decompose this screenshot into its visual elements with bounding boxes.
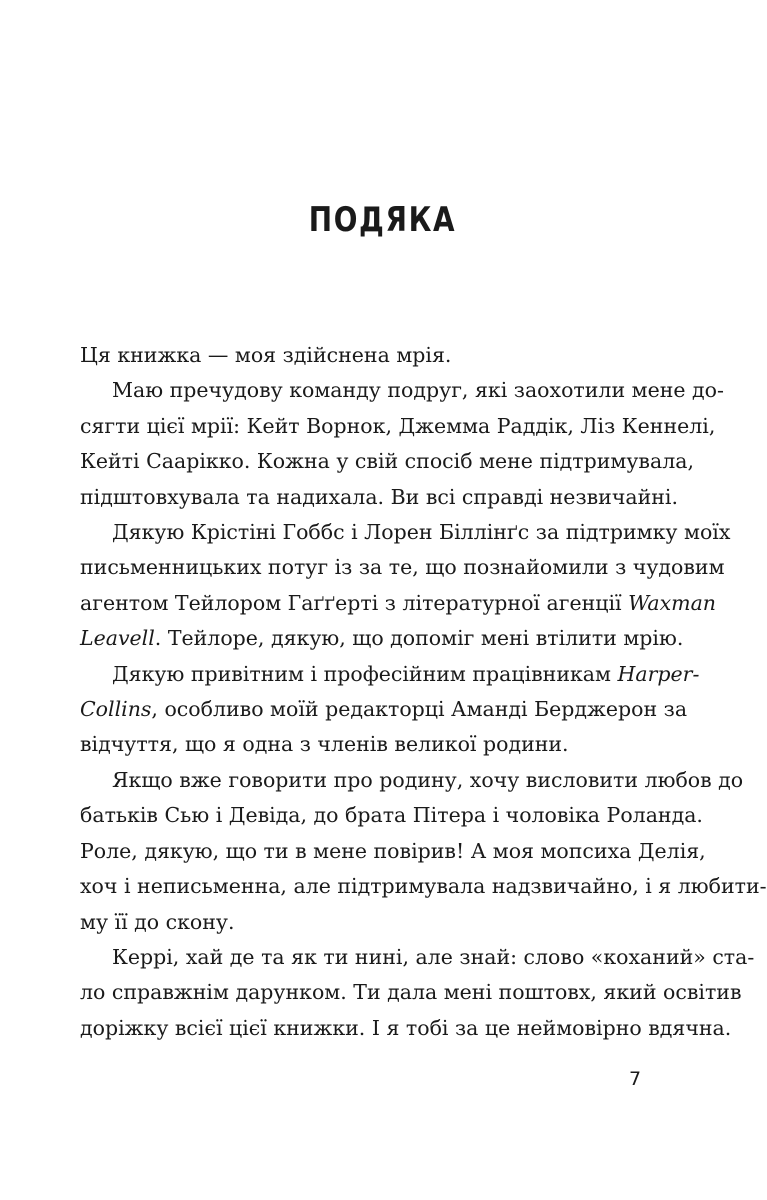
text-line-part: агентом Тейлором Гаґґерті з літературної агенції <box>80 590 629 615</box>
text-line-part: . Тейлоре, дякую, що допоміг мені втілити мрію. <box>154 626 684 651</box>
text-line <box>80 621 684 656</box>
text-line: Ця книжка — моя здійснена мрія. <box>80 343 452 367</box>
text-line: Дякую Крістіні Гоббс і Лорен Біллінґс за підтримку моїх <box>112 520 731 545</box>
text-line: хоч і неписьменна, але підтримувала надзвичайно, і я любити- <box>80 874 767 899</box>
text-line: Маю пречудову команду подруг, які заохотили мене до- <box>112 378 724 403</box>
publisher-name-italic: Collins <box>80 697 152 722</box>
text-line: му її до скону. <box>80 909 235 934</box>
text-line: сягти цієї мрії: Кейт Ворнок, Джемма Раддік, Ліз Кеннелі, <box>80 413 716 438</box>
text-line: відчуття, що я одна з членів великої родини. <box>80 732 569 757</box>
text-line: підштовхувала та надихала. Ви всі справді незвичайні. <box>80 484 679 509</box>
text-line: письменницьких потуг із за те, що познайомили з чудовим <box>80 555 725 580</box>
text-line <box>80 586 717 621</box>
text-line: ло справжнім дарунком. Ти дала мені поштовх, який освітив <box>80 980 742 1005</box>
text-line <box>80 657 700 692</box>
publisher-name-italic: Harper- <box>617 661 700 686</box>
text-line: Якщо вже говорити про родину, хочу висловити любов до <box>112 767 744 792</box>
page-title: ПОДЯКА <box>308 200 457 240</box>
text-line-part: Дякую привітним і професійним працівникам <box>112 661 618 686</box>
text-line: Кейті Саарікко. Кожна у свій спосіб мене підтримувала, <box>80 449 694 474</box>
agency-name-italic: Waxman <box>628 590 717 615</box>
text-line: батьків Сью і Девіда, до брата Пітера і чоловіка Роланда. <box>80 803 703 828</box>
page-number: 7 <box>628 1068 642 1090</box>
text-line <box>80 692 688 727</box>
acknowledgements-text <box>80 338 767 1046</box>
text-line: Роле, дякую, що ти в мене повірив! А моя мопсиха Делія, <box>80 838 706 863</box>
text-line-part: , особливо моїй редакторці Аманді Берджерон за <box>151 697 688 722</box>
agency-name-italic: Leavell <box>80 626 155 651</box>
text-line: доріжку всієї цієї книжки. І я тобі за це неймовірно вдячна. <box>80 1015 732 1040</box>
text-line: Керрі, хай де та як ти нині, але знай: слово «коханий» ста- <box>112 944 755 969</box>
